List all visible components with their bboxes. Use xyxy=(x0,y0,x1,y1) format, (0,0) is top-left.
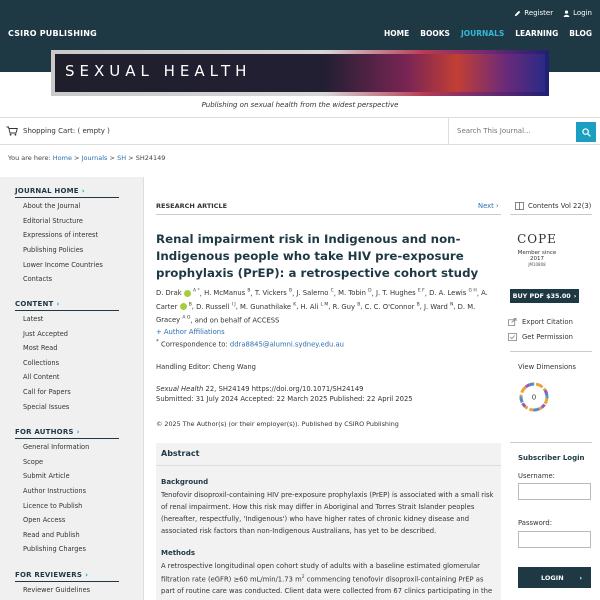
main-nav xyxy=(384,29,592,38)
pen-icon xyxy=(514,10,521,17)
author[interactable]: J. T. Hughes $^{E F}$ xyxy=(375,289,425,298)
author[interactable]: H. McManus $^B$ xyxy=(204,289,251,298)
sidebar-heading-journal-home[interactable]: JOURNAL HOME › xyxy=(15,187,85,195)
author-list: D. Drak $^{A *}$, H. McManus $^B$, T. Vickers $^B$, J. Salerno $^C$, M. Tobin $^D$, J. T. Hughes $^{E F}$, D. A. Lewis $^{G H}$, A. Carter $^B$, D. Russell $^{I J}$, M. Gunathilake $^K$, H. Ali $^{L M}$, R. Guy $^B$, C. C. O'Connor $^B$, J. Ward $^N$, D. M. Gracey $^{A O}$, and on behalf of ACCESS xyxy=(156,289,488,324)
author[interactable]: D. A. Lewis $^{G H}$ xyxy=(429,289,477,298)
dimensions-heading: View Dimensions xyxy=(518,363,576,371)
search-icon xyxy=(582,128,591,137)
sidebar-item-collections[interactable]: Collections xyxy=(23,359,60,367)
chevron-right-icon: › xyxy=(56,300,60,308)
cope-letters: COPE xyxy=(517,232,557,246)
left-sidebar xyxy=(0,177,144,600)
sidebar-item-all-content[interactable]: All Content xyxy=(23,373,60,381)
author[interactable]: R. Guy $^B$ xyxy=(332,302,361,311)
nav-books[interactable]: BOOKS xyxy=(420,29,450,38)
sidebar-item-call-for-papers[interactable]: Call for Papers xyxy=(23,388,71,396)
sidebar-item-reviewer-guidelines[interactable]: Reviewer Guidelines xyxy=(23,586,91,594)
nav-blog[interactable]: BLOG xyxy=(569,29,592,38)
sidebar-item-editorial-structure[interactable]: Editorial Structure xyxy=(23,217,83,225)
cope-member-since: Member since 2017 xyxy=(517,250,557,262)
sidebar-item-read-and-publish[interactable]: Read and Publish xyxy=(23,531,80,539)
author[interactable]: D. Drak $^{A *}$ xyxy=(156,289,200,298)
chevron-right-icon: › xyxy=(85,571,89,579)
sidebar-divider xyxy=(15,310,119,311)
sidebar-item-submit-article[interactable]: Submit Article xyxy=(23,472,70,480)
export-citation-link[interactable]: Export Citation xyxy=(508,318,573,326)
journal-tagline: Publishing on sexual health from the widest perspective xyxy=(201,101,399,109)
search-button[interactable] xyxy=(576,122,596,142)
permission-icon xyxy=(508,333,517,341)
divider xyxy=(156,214,501,215)
password-label: Password: xyxy=(518,519,553,527)
username-label: Username: xyxy=(518,472,555,480)
export-icon xyxy=(508,318,517,326)
chevron-right-icon: › xyxy=(496,202,499,210)
cope-badge[interactable] xyxy=(510,232,564,278)
sidebar-item-licence-to-publish[interactable]: Licence to Publish xyxy=(23,502,83,510)
author[interactable]: J. Ward $^N$ xyxy=(424,302,454,311)
citation-doi[interactable]: 22, SH24149 https://doi.org/10.1071/SH24149 xyxy=(205,385,364,393)
buy-pdf-button[interactable]: BUY PDF $35.00 › xyxy=(510,289,579,303)
journal-search xyxy=(448,118,600,145)
sidebar-item-about[interactable]: About the Journal xyxy=(23,202,81,210)
article-title: Renal impairment risk in Indigenous and non-Indigenous people who take HIV pre-exposure prophylaxis (PrEP): a retrospective cohort study xyxy=(156,232,479,280)
author[interactable]: D. Russell $^{I J}$ xyxy=(196,302,236,311)
dimensions-score: 0 xyxy=(531,393,537,402)
account-links xyxy=(514,9,592,17)
author[interactable]: A. Carter $^B$ xyxy=(156,289,488,311)
search-input[interactable] xyxy=(457,124,567,138)
sidebar-divider xyxy=(15,581,119,582)
chevron-right-icon: › xyxy=(81,187,85,195)
author[interactable]: T. Vickers $^B$ xyxy=(254,289,293,298)
author[interactable]: H. Ali $^{L M}$ xyxy=(300,302,329,311)
password-input[interactable] xyxy=(518,531,591,548)
abstract-heading: Abstract xyxy=(161,449,200,458)
chevron-right-icon: › xyxy=(573,292,577,300)
orcid-icon[interactable] xyxy=(180,303,187,310)
dimensions-donut-icon xyxy=(518,381,550,413)
correspondence-email-link[interactable]: ddra8845@alumni.sydney.edu.au xyxy=(229,340,344,349)
author-group: and on behalf of ACCESS xyxy=(194,315,280,324)
abstract-methods-heading: Methods xyxy=(161,549,196,557)
issue-contents-link[interactable]: Contents Vol 22(3) xyxy=(515,202,591,210)
author[interactable]: M. Tobin $^D$ xyxy=(338,289,372,298)
sidebar-item-scope[interactable]: Scope xyxy=(23,458,44,466)
nav-journals[interactable]: JOURNALS xyxy=(460,29,505,38)
user-icon xyxy=(563,10,570,17)
sidebar-divider xyxy=(15,438,119,439)
sidebar-item-open-access[interactable]: Open Access xyxy=(23,516,66,524)
book-icon xyxy=(515,202,524,210)
abstract-methods-text: A retrospective longitudinal open cohort study of adults with a baseline estimated glomerular filtration rate (eGFR) ≥60 mL/min/1.73 $m^2$ commencing tenofovir disoproxil-containing PrEP as part of routine care was conducted. Client data were collected from 67 clinics participating in the xyxy=(161,562,493,596)
author[interactable]: J. Salerno $^C$ xyxy=(296,289,334,298)
sidebar-item-general-information[interactable]: General Information xyxy=(23,443,90,451)
article-type-label: RESEARCH ARTICLE xyxy=(156,202,228,210)
nav-home[interactable]: HOME xyxy=(384,29,410,38)
chevron-right-icon: › xyxy=(579,573,582,582)
cart-icon xyxy=(6,126,18,136)
abstract-panel xyxy=(156,443,501,600)
register-link[interactable]: Register xyxy=(514,9,553,17)
breadcrumb-home[interactable]: Home xyxy=(52,154,72,162)
nav-learning[interactable]: LEARNING xyxy=(515,29,559,38)
sidebar-item-publishing-policies[interactable]: Publishing Policies xyxy=(23,246,84,254)
cart-search-bar xyxy=(0,117,600,145)
chevron-right-icon: › xyxy=(76,428,80,436)
shopping-cart-link[interactable]: Shopping Cart: ( empty ) xyxy=(6,126,110,136)
author[interactable]: C. C. O'Connor $^B$ xyxy=(364,302,420,311)
brand-logo[interactable]: CSIRO PUBLISHING xyxy=(8,29,97,38)
cope-member-id: JM10808 xyxy=(528,262,546,267)
get-permission-link[interactable]: Get Permission xyxy=(508,333,573,341)
login-button[interactable]: LOGIN › xyxy=(518,567,591,588)
sidebar-item-special-issues[interactable]: Special Issues xyxy=(23,403,70,411)
breadcrumb-current: SH24149 xyxy=(135,154,166,162)
sidebar-heading-content[interactable]: CONTENT › xyxy=(15,300,60,308)
abstract-background-heading: Background xyxy=(161,478,209,486)
sidebar-item-expressions-of-interest[interactable]: Expressions of interest xyxy=(23,231,99,239)
sidebar-divider xyxy=(15,197,119,198)
subscriber-login-heading: Subscriber Login xyxy=(518,454,585,462)
divider xyxy=(510,214,592,215)
handling-editor: Handling Editor: Cheng Wang xyxy=(156,363,256,371)
next-article-link[interactable]: Next › xyxy=(478,202,499,210)
sidebar-item-just-accepted[interactable]: Just Accepted xyxy=(23,330,68,338)
sidebar-item-most-read[interactable]: Most Read xyxy=(23,344,58,352)
citation xyxy=(156,384,363,394)
journal-name: Sexual Health xyxy=(156,385,204,393)
author-affiliations-toggle[interactable]: + Author Affiliations xyxy=(156,328,225,336)
breadcrumb-sh[interactable]: SH xyxy=(117,154,127,162)
correspondence: * Correspondence to: ddra8845@alumni.sydney.edu.au xyxy=(156,339,344,349)
journal-banner[interactable] xyxy=(51,50,549,96)
sidebar-item-latest[interactable]: Latest xyxy=(23,315,44,323)
author[interactable]: M. Gunathilake $^K$ xyxy=(240,302,297,311)
sidebar-heading-for-reviewers[interactable]: FOR REVIEWERS › xyxy=(15,571,89,579)
banner-title: SEXUAL HEALTH xyxy=(65,62,252,80)
sidebar-item-publishing-charges[interactable]: Publishing Charges xyxy=(23,545,86,553)
username-input[interactable] xyxy=(518,483,591,500)
sidebar-item-contacts[interactable]: Contacts xyxy=(23,275,53,283)
sidebar-item-lower-income-countries[interactable]: Lower Income Countries xyxy=(23,261,103,269)
breadcrumb-journals[interactable]: Journals xyxy=(81,154,108,162)
login-link[interactable]: Login xyxy=(563,9,592,17)
dimensions-badge[interactable] xyxy=(518,381,550,413)
divider xyxy=(510,351,592,352)
orcid-icon[interactable] xyxy=(184,290,191,297)
abstract-background-text: Tenofovir disoproxil-containing HIV pre-exposure prophylaxis (PrEP) is associated with a small risk of renal impairment. How this risk may differ in Aboriginal and Torres Strait Islander peoples (hereafter, respectfully, 'Indigenous') who have higher rates of chronic kidney disease and associated risk factors than non-Indigenous Australians, has yet to be described. xyxy=(161,491,494,535)
copyright-notice: © 2025 The Author(s) (or their employer(s)). Published by CSIRO Publishing xyxy=(156,420,399,428)
publication-dates: Submitted: 31 July 2024 Accepted: 22 March 2025 Published: 22 April 2025 xyxy=(156,395,413,403)
sidebar-heading-for-authors[interactable]: FOR AUTHORS › xyxy=(15,428,80,436)
divider xyxy=(156,465,501,466)
divider xyxy=(510,442,592,443)
sidebar-item-author-instructions[interactable]: Author Instructions xyxy=(23,487,87,495)
breadcrumb: You are here: Home > Journals > SH > SH24149 xyxy=(8,154,166,162)
author[interactable]: D. M. Gracey $^{A O}$ xyxy=(156,302,476,324)
